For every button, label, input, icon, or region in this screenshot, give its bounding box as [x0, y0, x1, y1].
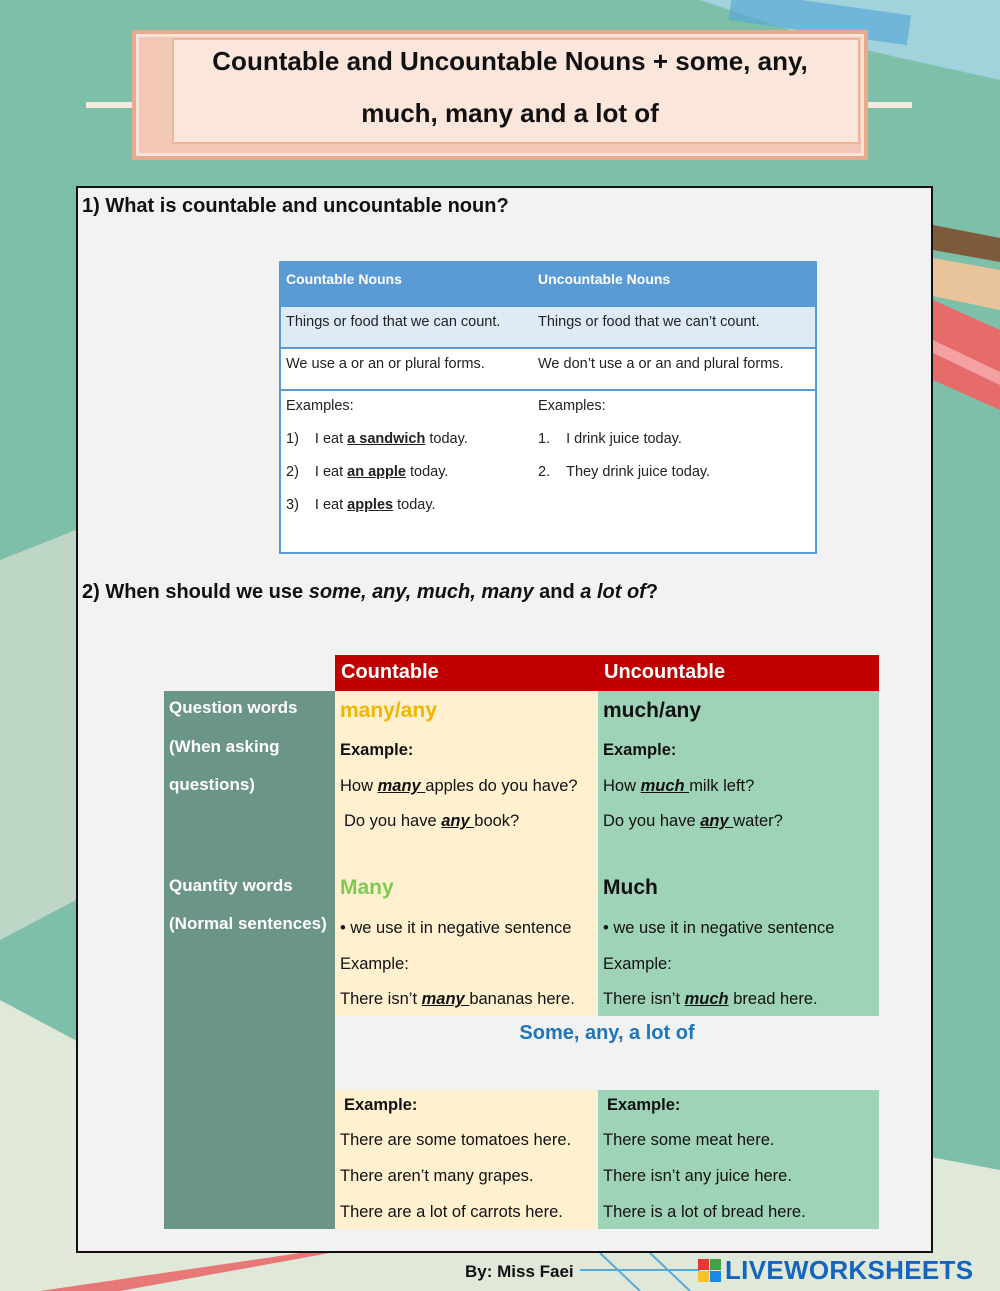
- countable-example-1: 1) I eat a sandwich today.: [286, 431, 468, 447]
- table2-header-countable: Countable: [335, 655, 598, 691]
- table1-examples-label-uncountable: Examples:: [538, 398, 606, 414]
- question-uncountable-example-label: Example:: [603, 741, 677, 759]
- table1-header-uncountable: Uncountable Nouns: [538, 271, 671, 287]
- quantity-countable-word: Many: [340, 876, 394, 899]
- bottom-countable-example-1: There are some tomatoes here.: [340, 1131, 572, 1149]
- question-uncountable-example-2: Do you have any water?: [603, 812, 783, 830]
- table1-examples-label-countable: Examples:: [286, 398, 354, 414]
- question-uncountable-word: much/any: [603, 699, 702, 722]
- bottom-uncountable-example-1: There some meat here.: [603, 1131, 775, 1149]
- nouns-definition-table: [279, 261, 817, 554]
- side-question-words: Question words: [169, 698, 298, 717]
- table2-header-uncountable: Uncountable: [598, 655, 879, 691]
- quantity-uncountable-note: • we use it in negative sentence: [603, 919, 835, 937]
- question-countable-word: many/any: [340, 699, 437, 722]
- uncountable-example-1: 1. I drink juice today.: [538, 431, 682, 447]
- liveworksheets-brand[interactable]: [698, 1255, 973, 1286]
- countable-example-2: 2) I eat an apple today.: [286, 464, 449, 480]
- question-uncountable-example-1: How much milk left?: [603, 777, 755, 795]
- bottom-uncountable-example-3: There is a lot of bread here.: [603, 1203, 806, 1221]
- quantity-uncountable-example-label: Example:: [603, 955, 672, 973]
- table1-row2-countable: We use a or an or plural forms.: [286, 356, 485, 372]
- bottom-countable-example-3: There are a lot of carrots here.: [340, 1203, 563, 1221]
- question-countable-example-label: Example:: [340, 741, 414, 759]
- page-title-line1: Countable and Uncountable Nouns + some, any,: [212, 46, 808, 76]
- quantity-uncountable-word: Much: [603, 876, 658, 899]
- table1-row-usage: [281, 347, 815, 389]
- table1-row1-uncountable: Things or food that we can’t count.: [538, 314, 760, 330]
- some-any-lot-label: Some, any, a lot of: [519, 1022, 695, 1044]
- quantity-uncountable-example: There isn’t much bread here.: [603, 990, 818, 1008]
- bottom-uncountable-example-2: There isn’t any juice here.: [603, 1167, 792, 1185]
- question-countable-example-2: Do you have any book?: [344, 812, 520, 830]
- table1-header-countable: Countable Nouns: [286, 271, 402, 287]
- side-normal-sentences: (Normal sentences): [169, 914, 327, 933]
- question-countable-example-1: How many apples do you have?: [340, 777, 578, 795]
- table1-row-definition: [281, 305, 815, 347]
- banner-tab-right: [864, 102, 912, 108]
- table2-side-column: [164, 691, 335, 1229]
- quantity-countable-example: There isn’t many bananas here.: [340, 990, 575, 1008]
- quantity-countable-note: • we use it in negative sentence: [340, 919, 572, 937]
- table1-row1-countable: Things or food that we can count.: [286, 314, 501, 330]
- side-when-asking: (When asking: [169, 737, 280, 756]
- uncountable-example-2: 2. They drink juice today.: [538, 464, 711, 480]
- table1-row-examples: [281, 389, 815, 552]
- table1-row2-uncountable: We don’t use a or an and plural forms.: [538, 356, 784, 372]
- countable-example-3: 3) I eat apples today.: [286, 497, 436, 513]
- author-credit: By: Miss Faei: [465, 1262, 574, 1281]
- bottom-countable-example-2: There aren’t many grapes.: [340, 1167, 534, 1185]
- banner-tab-left: [86, 102, 136, 108]
- liveworksheets-logo-icon: [698, 1259, 722, 1283]
- section1-heading: 1) What is countable and uncountable noun?: [82, 195, 509, 217]
- bottom-countable-example-label: Example:: [344, 1096, 418, 1114]
- quantity-countable-example-label: Example:: [340, 955, 409, 973]
- side-quantity-words: Quantity words: [169, 876, 293, 895]
- section2-heading: 2) When should we use some, any, much, many and a lot of?: [82, 581, 659, 603]
- side-questions: questions): [169, 775, 255, 794]
- table1-header: [281, 263, 815, 305]
- bottom-uncountable-example-label: Example:: [607, 1096, 681, 1114]
- page-title-line2: much, many and a lot of: [361, 98, 659, 128]
- liveworksheets-wordmark: LIVEWORKSHEETS: [725, 1255, 974, 1285]
